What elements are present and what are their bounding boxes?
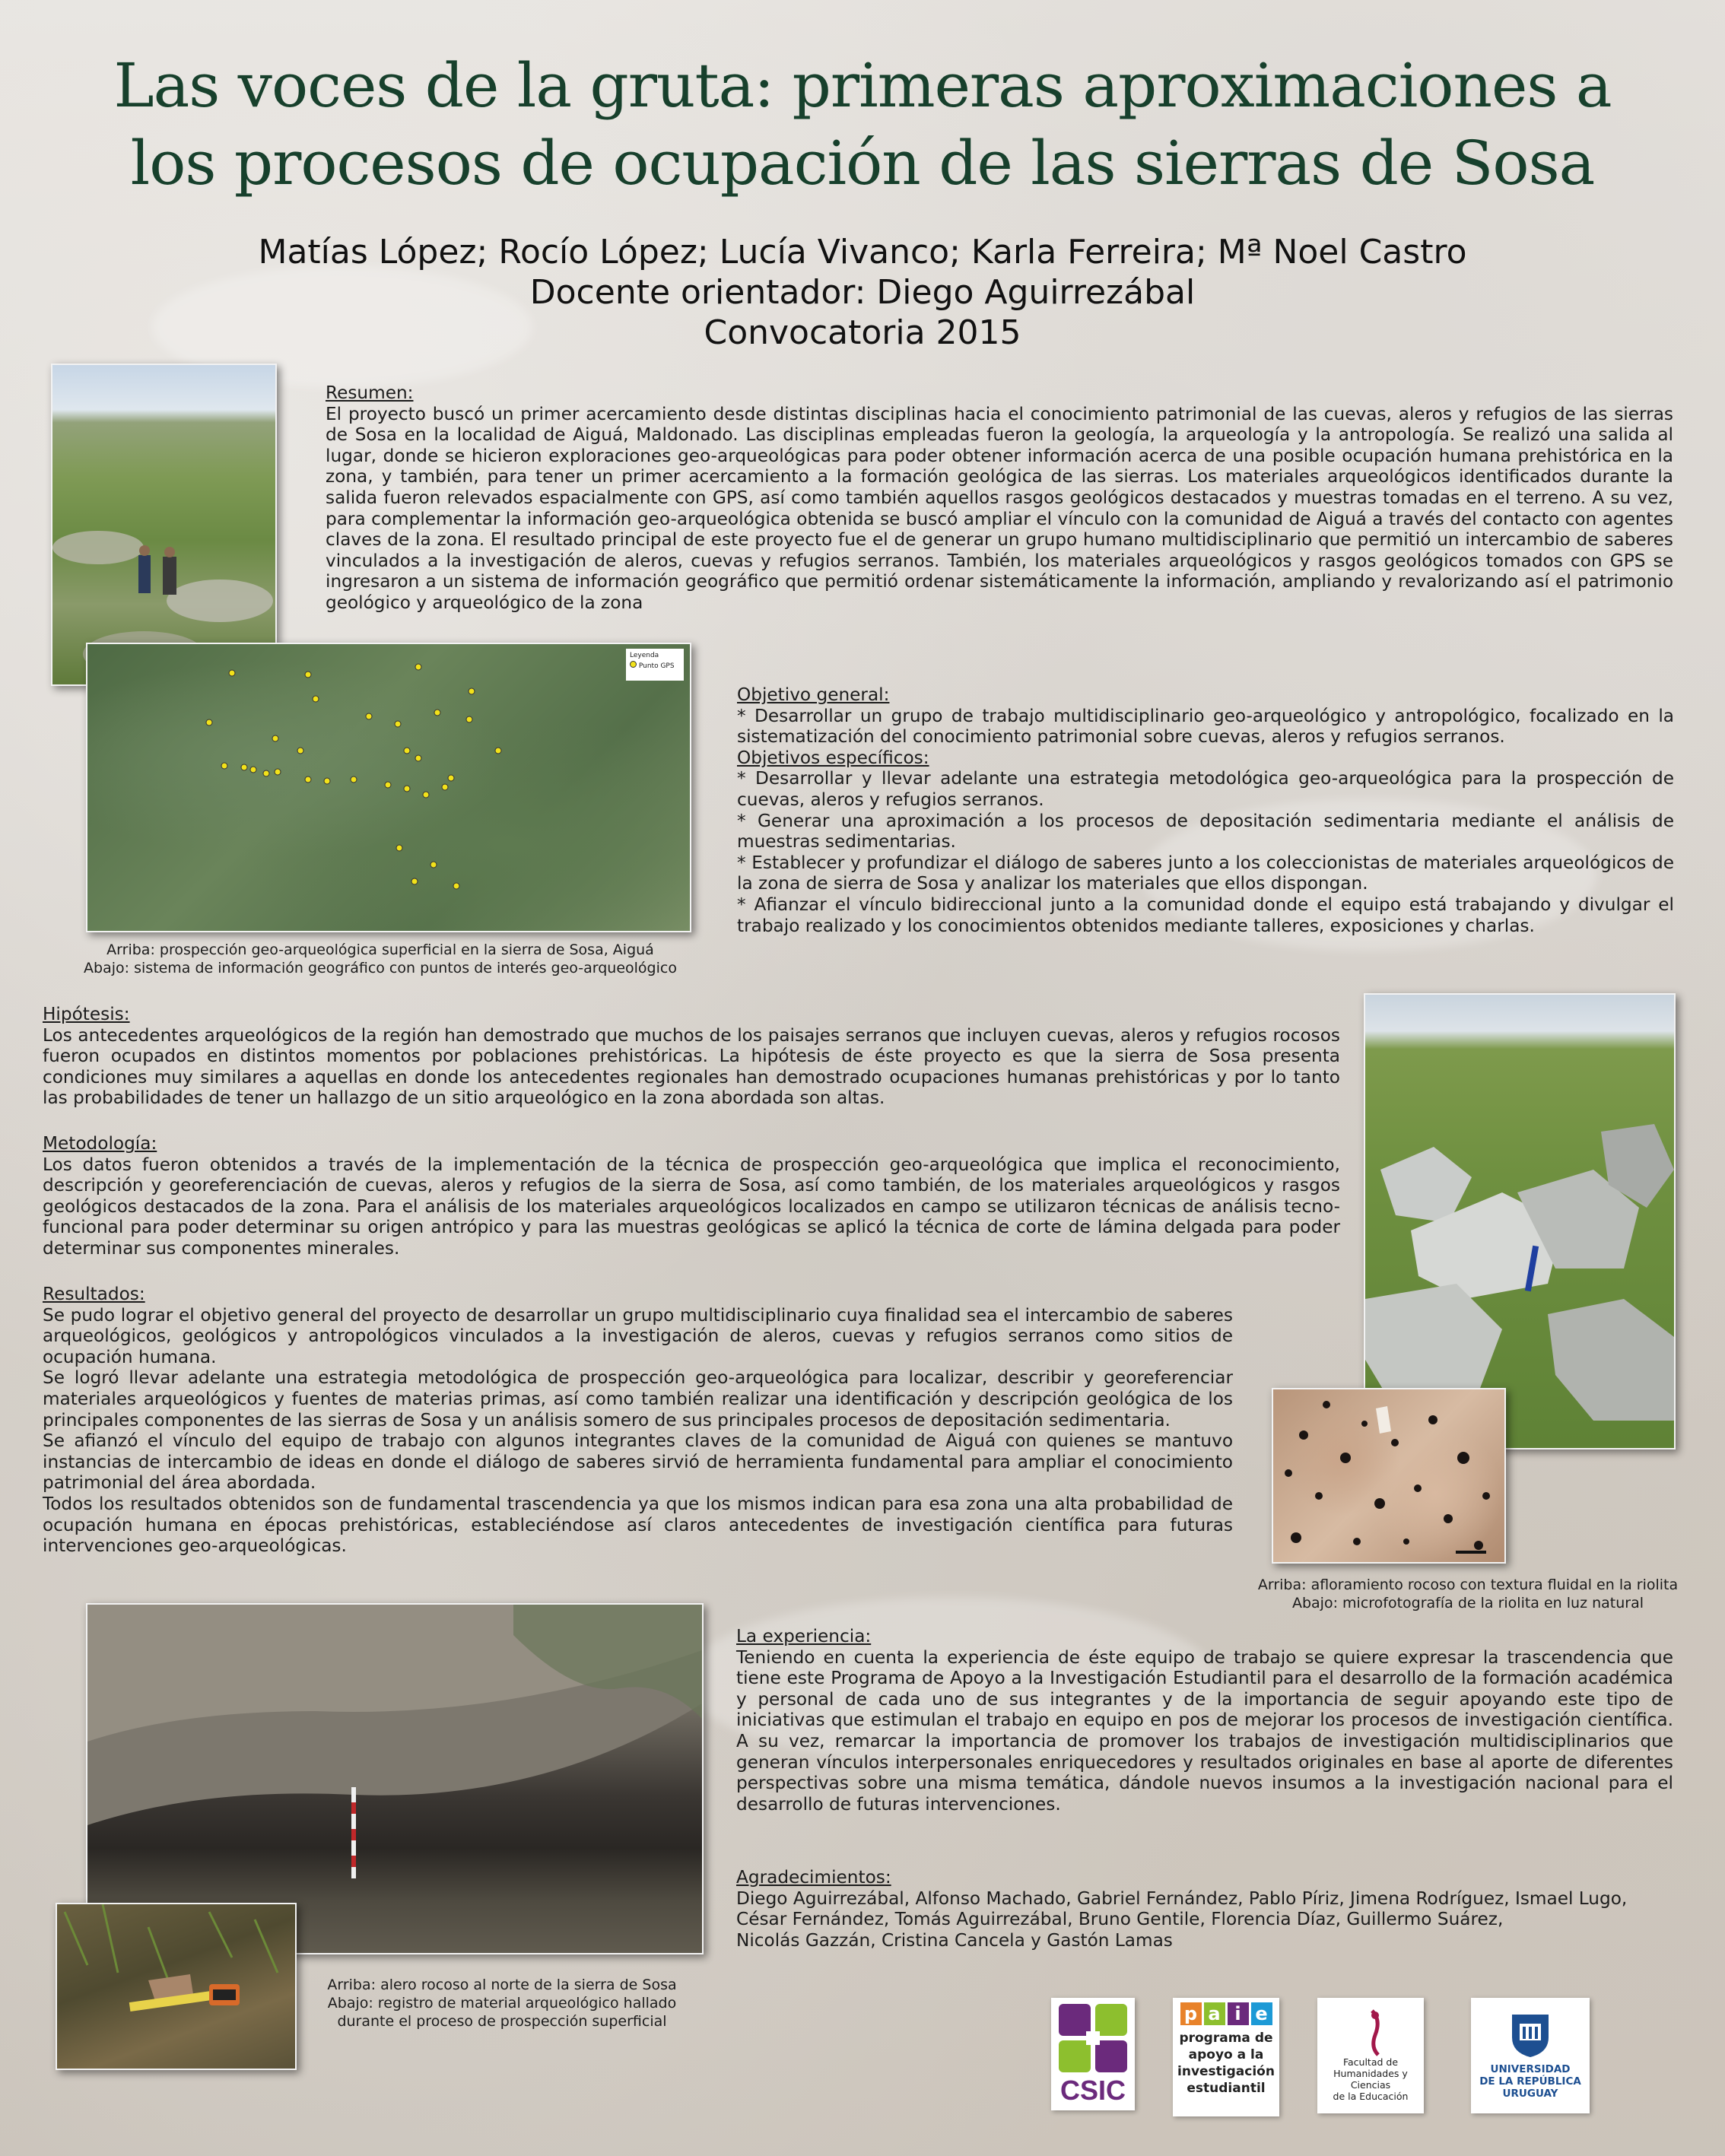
fhce-text-line: Humanidades y <box>1333 2068 1408 2079</box>
resultados-heading: Resultados: <box>43 1284 145 1304</box>
map-legend-title: Leyenda <box>630 652 659 659</box>
caption-bottom-line-3: durante el proceso de prospección superficial <box>337 2013 667 2030</box>
csic-logo <box>1051 1998 1135 2110</box>
gis-map <box>86 643 691 932</box>
fhce-figure-icon <box>1348 2009 1393 2056</box>
objetivo-especifico-item: * Generar una aproximación a los procesos de depositación sedimentaria mediante el análisis de muestras sedimentarias. <box>737 810 1674 853</box>
objetivo-especifico-item: * Afianzar el vínculo bidireccional junto a la comunidad donde el equipo está trabajando y divulgar el trabajo realizado y los conocimientos obtenidos mediante talleres, exposiciones y charlas. <box>737 894 1674 936</box>
csic-mark-icon <box>1057 2002 1129 2075</box>
objetivos-especificos-heading: Objetivos específicos: <box>737 747 929 768</box>
fhce-logo <box>1317 1998 1424 2113</box>
paie-text <box>1177 2030 1275 2097</box>
caption-top <box>46 941 715 977</box>
paie-text-line: estudiantil <box>1187 2081 1266 2096</box>
rock-outcrop-illustration <box>1365 995 1674 1448</box>
caption-top-line-2: Abajo: sistema de información geográfico con puntos de interés geo-arqueológico <box>84 960 677 976</box>
caption-right-line-1: Arriba: afloramiento rocoso con textura fluidal en la riolita <box>1257 1577 1679 1593</box>
title-line-2: los procesos de ocupación de las sierras de Sosa <box>130 128 1595 198</box>
experiencia-text: Teniendo en cuenta la experiencia de éste equipo de trabajo se quiere expresar la trascendencia que tiene este Programa de Apoyo a la Investigación Estudiantil para el desarrollo de la formación académica y personal de cada uno de sus integrantes y de la importancia de seguir apoyando este tipo de iniciativas que estimulan el trabajo en equipo en pos de mejorar los procesos de investigación científica. A su vez, remarcar la importancia de promover los trabajos de investigación multidisciplinarios que generan vínculos interpersonales enriquecedores y resultados originales en base al aporte de diferentes perspectivas sobre una misma temática, dándole nuevos insumos a la investigación nacional para el desarrollo de futuras intervenciones. <box>736 1646 1673 1815</box>
paie-letter: i <box>1228 2002 1249 2025</box>
photo-hikers <box>51 364 277 686</box>
objetivos-section <box>737 684 1674 936</box>
resumen-heading: Resumen: <box>326 383 414 403</box>
agradecimientos-section <box>736 1867 1673 1951</box>
paie-letter: p <box>1180 2002 1202 2025</box>
resumen-text: El proyecto buscó un primer acercamiento desde distintas disciplinas hacia el conocimiento patrimonial de las cuevas, aleros y refugios de las sierras de Sosa en la localidad de Aiguá, Maldonado. Las disciplinas empleadas fueron la geología, la arqueología y la antropología. Se realizó una salida al lugar, donde se hicieron exploraciones geo-arqueológicas para poder obtener información acerca de una posible ocupación humana prehistórica en la zona, y también, para tener un primer acercamiento a la formación geológica de las sierras. Los materiales arqueológicos identificados durante la salida fueron relevados espacialmente con GPS, así como también aquellos rasgos geológicos destacados y muestras tomadas en el terreno. A su vez, para complementar la información geo-arqueológica obtenida se buscó ampliar el vínculo con la comunidad de Aiguá a través del contacto con agentes claves de la zona. El resultado principal de este proyecto fue el de generar un grupo humano multidisciplinario que permitió un intercambio de saberes vinculados a la investigación de aleros, cuevas y refugios serranos. También, los materiales arqueológicos y rasgos geológicos tomados con GPS se ingresaron a un sistema de información geográfico que permitió ordenar sistemáticamente la información, ampliando y revalorizando así el patrimonio geológico y arqueológico de la zona <box>326 403 1673 613</box>
caption-bottom-line-1: Arriba: alero rocoso al norte de la sierra de Sosa <box>327 1977 677 1993</box>
authors-block <box>61 232 1664 353</box>
paie-text-line: programa de <box>1179 2031 1273 2046</box>
objetivo-especifico-item: * Desarrollar y llevar adelante una estrategia metodológica geo-arqueológica para la prospección de cuevas, aleros y refugios serranos. <box>737 768 1674 810</box>
map-legend <box>626 649 684 681</box>
paie-letter: e <box>1251 2002 1272 2025</box>
photo-microscopy <box>1272 1388 1506 1564</box>
agradecimientos-line: César Fernández, Tomás Aguirrezábal, Bruno Gentile, Florencia Díaz, Guillermo Suárez, <box>736 1909 1504 1930</box>
udelar-text-line: UNIVERSIDAD <box>1490 2063 1571 2075</box>
agradecimientos-heading: Agradecimientos: <box>736 1867 891 1888</box>
gps-point-icon <box>630 661 637 668</box>
agradecimientos-line: Nicolás Gazzán, Cristina Cancela y Gastón Lamas <box>736 1929 1173 1951</box>
experiencia-heading: La experiencia: <box>736 1626 872 1646</box>
fhce-text <box>1333 2056 1409 2102</box>
objetivo-especifico-item: * Establecer y profundizar el diálogo de saberes junto a los coleccionistas de materiales arqueológicos de la zona de sierra de Sosa y analizar los materiales que ellos dispongan. <box>737 852 1674 894</box>
fhce-text-line: de la Educación <box>1333 2091 1409 2102</box>
caption-bottom-line-2: Abajo: registro de material arqueológico hallado <box>327 1995 677 2012</box>
udelar-text <box>1479 2063 1581 2100</box>
hipotesis-text: Los antecedentes arqueológicos de la región han demostrado que muchos de los paisajes serranos que incluyen cuevas, aleros y refugios rocosos fueron ocupados en distintos momentos por poblaciones prehistóricas. La hipótesis de éste proyecto es que la sierra de Sosa presenta condiciones muy similares a aquellas en donde los antecedentes regionales han demostrado ocupaciones humanas prehistóricas y por lo tanto las probabilidades de tener un hallazgo de un sitio arqueológico en la zona abordada son altas. <box>43 1024 1340 1109</box>
paie-letter: a <box>1204 2002 1225 2025</box>
rock-shelter-illustration <box>87 1605 702 1953</box>
metodologia-heading: Metodología: <box>43 1133 157 1154</box>
metodologia-section <box>43 1133 1340 1259</box>
caption-right <box>1217 1576 1719 1612</box>
experiencia-section <box>736 1626 1673 1815</box>
title-line-1: Las voces de la gruta: primeras aproximaciones a <box>113 50 1612 121</box>
call-year: Convocatoria 2015 <box>704 313 1021 352</box>
authors: Matías López; Rocío López; Lucía Vivanco; Karla Ferreira; Mª Noel Castro <box>258 233 1467 271</box>
objetivo-general-heading: Objetivo general: <box>737 684 890 705</box>
gis-points <box>87 644 690 931</box>
paie-logo <box>1173 1998 1279 2116</box>
udelar-text-line: DE LA REPÚBLICA <box>1479 2075 1581 2088</box>
udelar-text-line: URUGUAY <box>1502 2088 1558 2100</box>
paie-text-line: investigación <box>1177 2064 1275 2079</box>
map-legend-item <box>630 661 680 672</box>
resultados-paragraph: Se afianzó el vínculo del equipo de trabajo con algunos integrantes claves de la comunidad de Aiguá con quienes se mantuvo instancias de intercambio de ideas en donde el diálogo de saberes sirvió de herramienta fundamental para ampliar el conocimiento patrimonial del área abordada. <box>43 1430 1233 1494</box>
hikers-illustration <box>52 365 275 684</box>
paie-letters <box>1180 2002 1272 2025</box>
microscopy-illustration <box>1273 1389 1504 1562</box>
udelar-logo <box>1471 1998 1590 2113</box>
fhce-text-line: Ciencias <box>1350 2079 1391 2091</box>
objetivo-general-text: * Desarrollar un grupo de trabajo multidisciplinario geo-arqueológico y antropológico, focalizado en la sistematización del conocimiento patrimonial sobre cuevas, aleros y refugios serranos. <box>737 705 1674 748</box>
photo-rock-shelter <box>86 1603 704 1954</box>
hipotesis-section <box>43 1004 1340 1109</box>
resultados-paragraph: Se logró llevar adelante una estrategia metodológica de prospección geo-arqueológica para localizar, describir y georeferenciar materiales arqueológicos y fuentes de materias primas, así como también realizar una identificación y descripción geológica de los principales componentes de las sierras de Sosa y un análisis somero de sus principales procesos de depositación sedimentaria. <box>43 1367 1233 1430</box>
hipotesis-heading: Hipótesis: <box>43 1004 130 1024</box>
udelar-crest-icon <box>1509 2012 1552 2059</box>
resultados-paragraph: Todos los resultados obtenidos son de fundamental trascendencia ya que los mismos indican para esa zona una alta probabilidad de ocupación humana en épocas prehistóricas, estableciéndose así claros antecedentes de investigación científica para futuras intervenciones geo-arqueológicas. <box>43 1493 1233 1557</box>
resultados-paragraph: Se pudo lograr el objetivo general del proyecto de desarrollar un grupo multidisciplinario cuya finalidad sea el intercambio de saberes arqueológicos, geológicos y antropológicos vinculados a la investigación de aleros, cuevas y refugios serranos como sitios de ocupación humana. <box>43 1304 1233 1367</box>
paie-text-line: apoyo a la <box>1188 2047 1264 2062</box>
poster-title <box>61 47 1664 202</box>
fhce-text-line: Facultad de <box>1342 2056 1399 2068</box>
agradecimientos-line: Diego Aguirrezábal, Alfonso Machado, Gabriel Fernández, Pablo Píriz, Jimena Rodríguez, Ismael Lugo, <box>736 1888 1628 1909</box>
caption-bottom <box>304 1976 700 2031</box>
photo-archaeological-find <box>56 1903 297 2070</box>
find-illustration <box>57 1904 295 2069</box>
resultados-section <box>43 1284 1233 1557</box>
photo-rock-outcrop <box>1364 993 1676 1450</box>
caption-top-line-1: Arriba: prospección geo-arqueológica superficial en la sierra de Sosa, Aiguá <box>106 941 654 958</box>
map-legend-item-label: Punto GPS <box>638 662 675 670</box>
resumen-section <box>326 383 1673 614</box>
advisor: Docente orientador: Diego Aguirrezábal <box>529 273 1196 312</box>
csic-logo-text: CSIC <box>1059 2075 1126 2106</box>
metodologia-text: Los datos fueron obtenidos a través de la implementación de la técnica de prospección geo-arqueológica que implica el reconocimiento, descripción y georeferenciación de cuevas, aleros y refugios de la sierra de Sosa, así como también, de los materiales arqueológicos y rasgos geológicos destacados de la zona. Para el análisis de los materiales arqueológicos localizados en campo se utilizaron técnicas de análisis tecno-funcional para poder determinar su origen antrópico y para las muestras geológicas se aplicó la técnica de corte de lámina delgada para poder determinar sus componentes minerales. <box>43 1154 1340 1259</box>
caption-right-line-2: Abajo: microfotografía de la riolita en luz natural <box>1291 1595 1644 1611</box>
